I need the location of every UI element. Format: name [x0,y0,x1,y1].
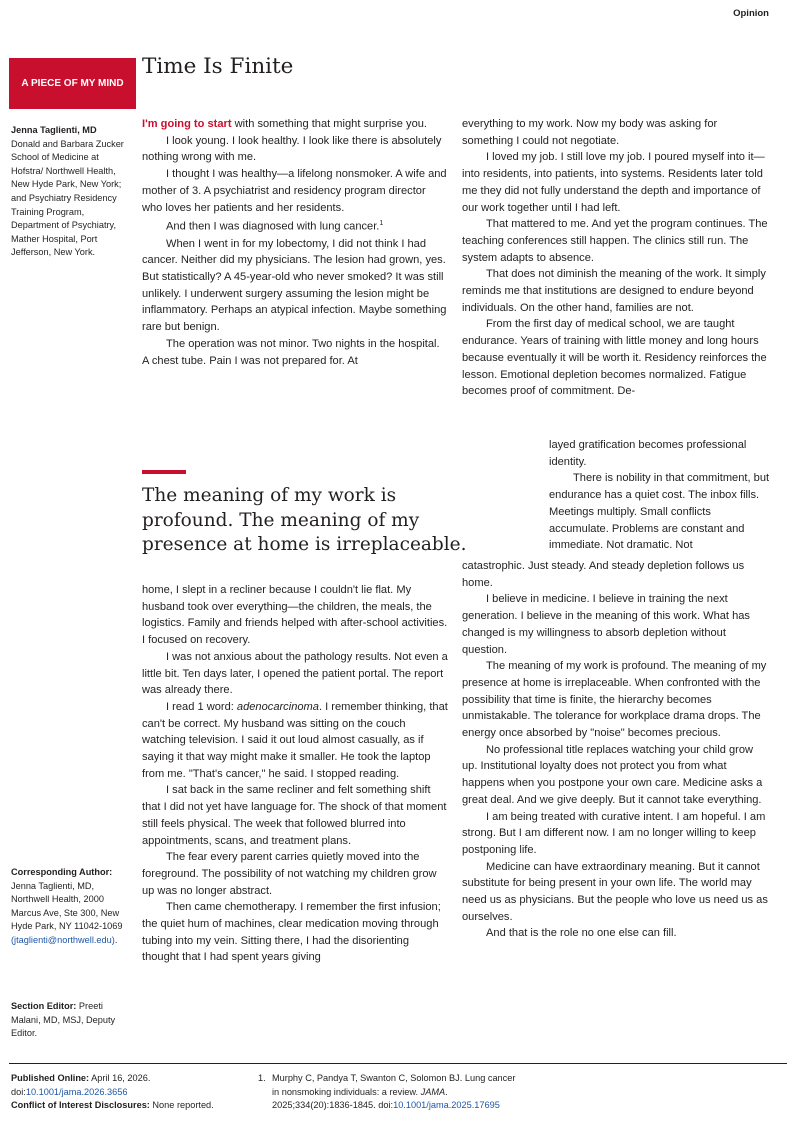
body-column-1-bottom [142,582,448,966]
author-affiliation: Donald and Barbara Zucker School of Medicine at Hofstra/ Northwell Health, New Hyde Park, New York; and Psychiatry Residency Training Program, Department of Psychiatry, Mather Hospital, Port Jefferson, New York. [11,138,124,258]
paragraph: That mattered to me. And yet the program continues. The teaching conferences still happen. The clinics still run. The system adapts to absence. [462,218,768,264]
paragraph: There is nobility in that commitment, but endurance has a quiet cost. The inbox fills. Meetings multiply. Small conflicts accumulate. Problems are constant and immediate. Not dramatic. Not [549,472,770,552]
paragraph: home, I slept in a recliner because I couldn't lie flat. My husband took over everything—the children, the meals, the logistics. Family and friends helped with after-school activities. I focused on recovery. [142,584,448,647]
paragraph: everything to my work. Now my body was asking for something I could not negotiate. [462,118,718,147]
reference-doi-link[interactable]: 10.1001/jama.2025.17695 [393,1100,500,1110]
corresponding-author-block: Corresponding Author: Jenna Taglienti, MD, Northwell Health, 2000 Marcus Ave, Ste 300, New Hyde Park, NY 11042-1069 (jtaglienti@northwell.edu). [11,867,123,945]
paragraph: I look young. I look healthy. I look like there is absolutely nothing wrong with me. [142,134,442,164]
section-editor-text: Preeti Malani, MD, MSJ, Deputy Editor. [11,1001,116,1039]
body-column-2-wrap [549,437,771,554]
paragraph: The fear every parent carries quietly moved into the foreground. The possibility of not watching my children grow up was no longer abstract. [142,851,437,897]
references [258,1072,518,1113]
lead-in: I'm going to start [142,118,232,130]
pull-quote-rule [142,470,186,474]
paragraph: I loved my job. I still love my job. I poured myself into it—into residents, into patients, into systems. Residents later told me they did not fully understand the depth and importance of our work together until I had left. [462,151,765,214]
paragraph: No professional title replaces watching your child grow up. Institutional loyalty does not protect you from what happens when you postpone your own care. Medicine asks a great deal. And we give deeply. But it cannot take everything. [462,743,763,806]
section-editor-label: Section Editor: [11,1001,77,1011]
paragraph: I thought I was healthy—a lifelong nonsmoker. A wife and mother of 3. A psychiatrist and residency program director who loves her patients and her residents. [142,168,447,214]
pull-quote: The meaning of my work is profound. The meaning of my presence at home is irreplaceable. [142,485,467,555]
reference-item: 1. Murphy C, Pandya T, Swanton C, Solomon BJ. Lung cancer in nonsmoking individuals: a review. JAMA. 2025;334(20):1836-1845. doi:10.1001/jama.2025.17695 [258,1073,516,1110]
paragraph: I sat back in the same recliner and felt something shift that I did not yet have language for. The shock of that moment still feels physical. The week that followed blurred into appointments, scans, and treatment plans. [142,784,447,847]
body-column-1-top [142,116,448,369]
paragraph: The meaning of my work is profound. The meaning of my presence at home is irreplaceable. When confronted with the possibility that time is finite, the hierarchy becomes unmistakable. The tolerance for workplace drama drops. The energy once absorbed by "noise" becomes precious. [462,660,767,740]
corresponding-label: Corresponding Author: [11,867,113,877]
paragraph: I'm going to start with something that might surprise you. [142,118,428,130]
paragraph: That does not diminish the meaning of the work. It simply reminds me that institutions are designed to endure beyond individuals. On the other hand, families are not. [462,268,766,314]
corresponding-text: Jenna Taglienti, MD, Northwell Health, 2000 Marcus Ave, Ste 300, New Hyde Park, NY 11042-1069 [11,880,123,932]
paragraph: From the first day of medical school, we are taught endurance. Years of training with little money and long hours because eventually it will be worth it. Residency reinforces the lesson. Emotional depletion becomes normalized. Fatigue becomes proof of commitment. De- [462,318,767,398]
paragraph: When I went in for my lobectomy, I did not think I had cancer. Neither did my physicians. The lesion had grown, yes. But statistically? A 45-year-old who never smoked? It was still unlikely. I underwent surgery assuming the lesion might be inflammatory. Perhaps an atypical infection. Maybe something rare but benign. [142,237,447,334]
kicker-label: A PIECE OF MY MIND [21,77,124,89]
corresponding-email-link[interactable]: (jtaglienti@northwell.edu) [11,934,115,945]
section-label: Opinion [733,8,769,19]
paragraph: And that is the role no one else can fill. [486,927,677,940]
footer-divider [9,1063,787,1064]
paragraph: And then I was diagnosed with lung cancer.$^1$ [166,220,384,233]
article-doi-link[interactable]: 10.1001/jama.2026.3656 [25,1086,128,1097]
paragraph: I was not anxious about the pathology results. Not even a little bit. Ten days later, I opened the patient portal. The report was already there. [142,650,448,697]
paragraph: The operation was not minor. Two nights in the hospital. A chest tube. Pain I was not prepared for. At [142,337,440,367]
column-kicker [9,58,136,109]
publication-info: Published Online: April 16, 2026. doi:10.1001/jama.2026.3656 Conflict of Interest Disclosures: None reported. [11,1073,214,1110]
paragraph: catastrophic. Just steady. And steady depletion follows us home. [462,560,745,589]
paragraph: Medicine can have extraordinary meaning. But it cannot substitute for being present in your own life. The world may need us as physicians. But the people who love us need us as ourselves. [462,860,768,923]
paragraph: Then came chemotherapy. I remember the first infusion; the quiet hum of machines, clear medication moving through tubing into my vein. Sitting there, I had the disorienting thought that I had spent years giving [142,901,441,964]
paragraph: I am being treated with curative intent. I am hopeful. I am strong. But I am different now. I am no longer willing to keep postponing life. [462,810,766,856]
article-title: Time Is Finite [142,54,294,79]
body-column-2-top [462,116,770,400]
author-name: Jenna Taglienti, MD [11,125,97,135]
section-editor-block [11,1000,133,1041]
paragraph: I read 1 word: adenocarcinoma. I remember thinking, that can't be correct. My husband was sitting on the couch watching television. I said it out loud almost casually, as if saying it that way might make it smaller. He took the laptop from me. "That's cancer," he said. I stopped reading. [142,700,448,780]
paragraph: I believe in medicine. I believe in training the next generation. I believe in the meaning of this work. What has changed is my willingness to absorb depletion without question. [462,593,750,656]
paragraph: layed gratification becomes professional identity. [549,439,747,468]
reference-superscript[interactable]: 1 [379,220,384,228]
body-column-2-bottom [462,558,770,942]
author-block [11,124,133,260]
